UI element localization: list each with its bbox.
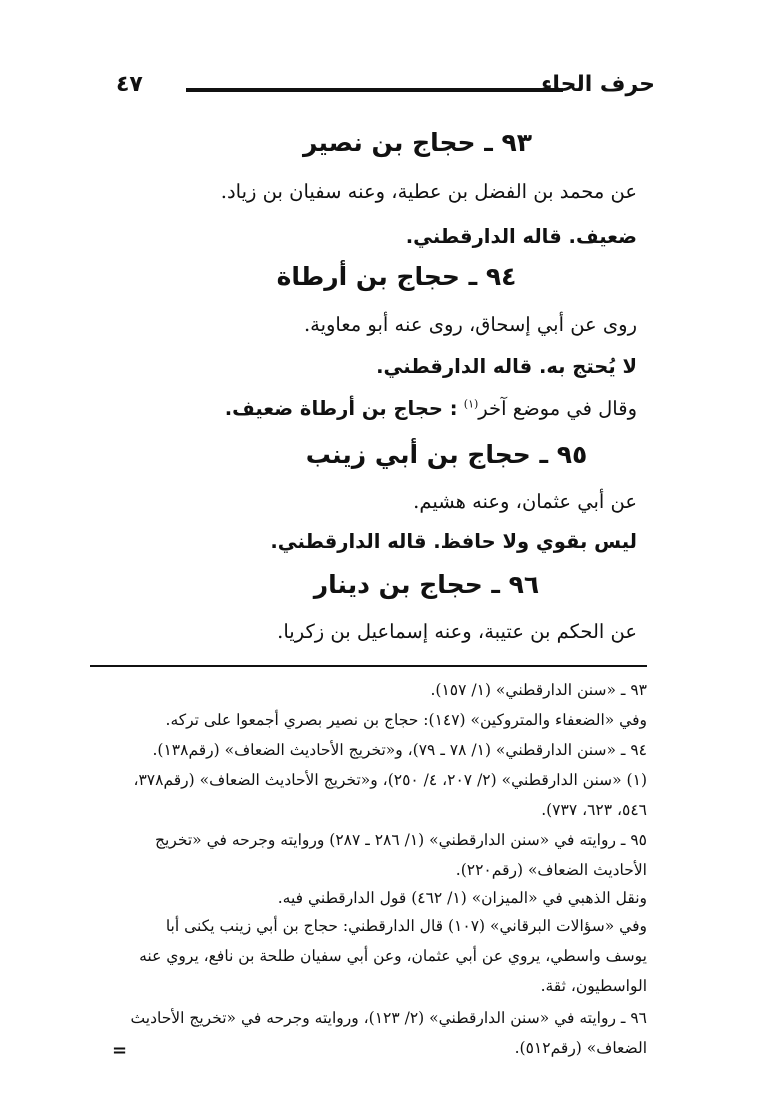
- entry-94-line-1: روى عن أبي إسحاق، روى عنه أبو معاوية.: [303, 313, 637, 336]
- footnote-line: وفي «الضعفاء والمتروكين» (١٤٧): حجاج بن نصير بصري أجمعوا على تركه.: [165, 711, 647, 729]
- footnote-line: وفي «سؤالات البرقاني» (١٠٧) قال الدارقطني: حجاج بن أبي زينب يكنى أبا: [165, 917, 647, 935]
- entry-heading-94: ٩٤ ـ حجاج بن أرطاة: [276, 262, 517, 291]
- footnote-line: ٩٦ ـ روايته في «سنن الدارقطني» (٢/ ١٢٣)، وروايته وجرحه في «تخريج الأحاديث: [130, 1009, 647, 1027]
- footnote-line: يوسف واسطي، يروي عن أبي عثمان، وعن أبي سفيان طلحة بن نافع، يروي عنه: [139, 947, 647, 965]
- footnote-line: الواسطيون، ثقة.: [540, 977, 647, 995]
- footnote-separator: [90, 665, 647, 667]
- footnote-line: الضعاف» (رقم٥١٢).: [514, 1039, 647, 1057]
- footnote-line: (١) «سنن الدارقطني» (٢/ ٢٠٧، ٤/ ٢٥٠)، و«تخريج الأحاديث الضعاف» (رقم٣٧٨،: [133, 771, 647, 789]
- page-number: ٤٧: [116, 72, 143, 97]
- entry-94-line-3: وقال في موضع آخر$^{(١)}$ : حجاج بن أرطاة ضعيف.: [224, 397, 637, 420]
- entry-93-line-1: عن محمد بن الفضل بن عطية، وعنه سفيان بن زياد.: [220, 180, 637, 203]
- chapter-title: حرف الحاء: [541, 72, 655, 97]
- entry-heading-95: ٩٥ ـ حجاج بن أبي زينب: [305, 440, 588, 469]
- continuation-mark: =: [112, 1040, 128, 1061]
- entry-heading-93: ٩٣ ـ حجاج بن نصير: [303, 128, 532, 157]
- entry-95-line-2: ليس بقوي ولا حافظ. قاله الدارقطني.: [270, 530, 637, 553]
- entry-95-line-1: عن أبي عثمان، وعنه هشيم.: [413, 490, 637, 513]
- footnote-ref-1: (١): [463, 397, 479, 411]
- page-header: [116, 66, 655, 110]
- entry-93-line-2: ضعيف. قاله الدارقطني.: [405, 225, 637, 248]
- footnote-line: ٩٥ ـ روايته في «سنن الدارقطني» (١/ ٢٨٦ ـ ٢٨٧) وروايته وجرحه في «تخريج: [154, 831, 647, 849]
- footnote-line: الأحاديث الضعاف» (رقم٢٢٠).: [455, 861, 647, 879]
- entry-heading-96: ٩٦ ـ حجاج بن دينار: [313, 570, 540, 599]
- footnote-line: ٩٤ ـ «سنن الدارقطني» (١/ ٧٨ ـ ٧٩)، و«تخريج الأحاديث الضعاف» (رقم١٣٨).: [152, 741, 647, 759]
- footnote-line: ٥٤٦، ٦٢٣، ٧٣٧).: [541, 801, 647, 819]
- header-rule: [186, 88, 563, 92]
- entry-96-line-1: عن الحكم بن عتيبة، وعنه إسماعيل بن زكريا.: [277, 620, 637, 643]
- footnote-line: ٩٣ ـ «سنن الدارقطني» (١/ ١٥٧).: [430, 681, 647, 699]
- footnote-line: ونقل الذهبي في «الميزان» (١/ ٤٦٢) قول الدارقطني فيه.: [277, 889, 647, 907]
- entry-94-line-2: لا يُحتج به. قاله الدارقطني.: [376, 355, 637, 378]
